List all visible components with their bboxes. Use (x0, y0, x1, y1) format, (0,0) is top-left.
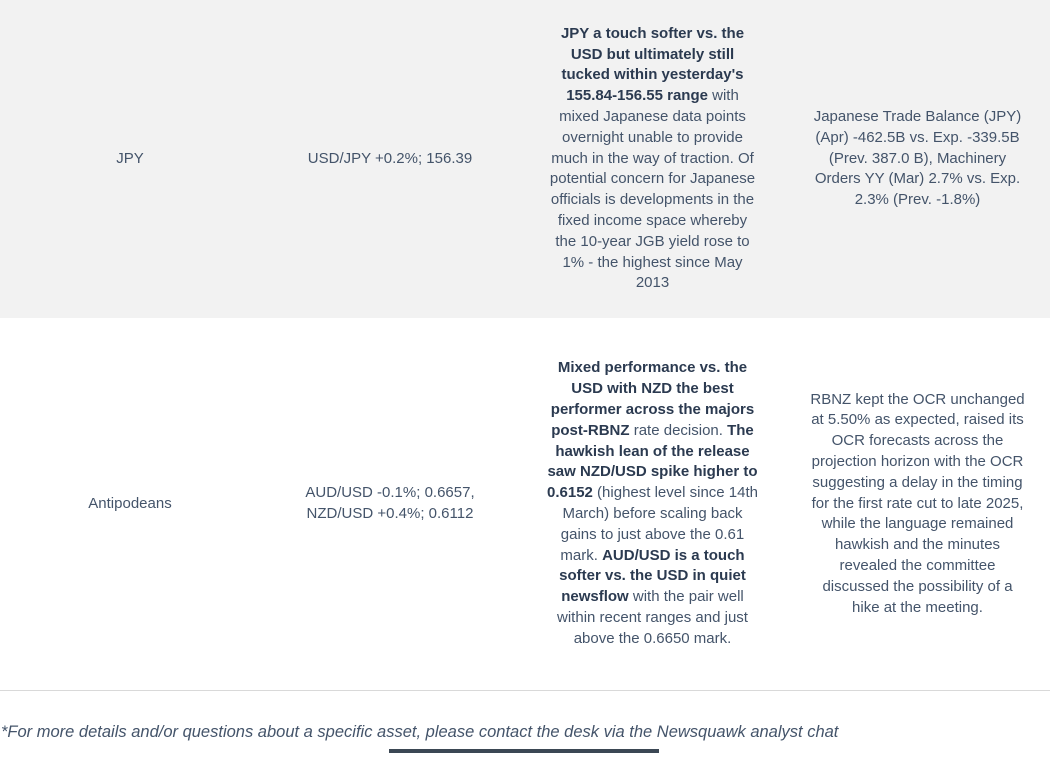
table-row-antipodeans (0, 318, 1050, 690)
news-text: Japanese Trade Balance (JPY)(Apr) -462.5B vs. Exp. -339.5B (Prev. 387.0 B), Machinery Orders YY (Mar) 2.7% vs. Exp. 2.3% (Prev. -1.8%) (813, 108, 1022, 209)
table-row-jpy (0, 0, 1050, 318)
news-cell (785, 0, 1050, 318)
analysis-cell (520, 0, 785, 318)
news-text: RBNZ kept the OCR unchanged at 5.50% as expected, raised its OCR forecasts across the projection horizon with the OCR suggesting a delay in the timing for the first rate cut to late 2025, while the language remained hawkish and the minutes revealed the committee discussed the possibility of a hike at the meeting. (810, 390, 1025, 616)
asset-name-cell (0, 318, 260, 690)
price-action-text: USD/JPY +0.2%; 156.39 (307, 149, 473, 167)
next-section-top-edge (389, 749, 659, 753)
price-action-cell (260, 318, 520, 690)
asset-name: JPY (116, 149, 144, 167)
footer-disclaimer-note: *For more details and/or questions about a specific asset, please contact the desk via the Newsquawk analyst chat (1, 723, 839, 741)
analysis-text: JPY a touch softer vs. the USD but ultimately still tucked within yesterday's 155.84-156.55 range with mixed Japanese data points overnight unable to provide much in the way of traction. Of potential concern for Japanese officials is developments in the fixed income space whereby the 10-year JGB yield rose to 1% - the highest since May 2013 (549, 24, 756, 292)
analysis-cell (520, 318, 785, 690)
news-cell (785, 318, 1050, 690)
price-action-text: AUD/USD -0.1%; 0.6657, NZD/USD +0.4%; 0.6112 (305, 484, 475, 522)
asset-name: Antipodeans (88, 494, 172, 512)
asset-name-cell (0, 0, 260, 318)
analysis-text: Mixed performance vs. the USD with NZD the best performer across the majors post-RBNZ rate decision. The hawkish lean of the release saw NZD/USD spike higher to 0.6152 (highest level since 14th March) before scaling back gains to just above the 0.61 mark. AUD/USD is a touch softer vs. the USD in quiet newsflow with the pair well within recent ranges and just above the 0.6650 mark. (547, 359, 758, 647)
price-action-cell (260, 0, 520, 318)
